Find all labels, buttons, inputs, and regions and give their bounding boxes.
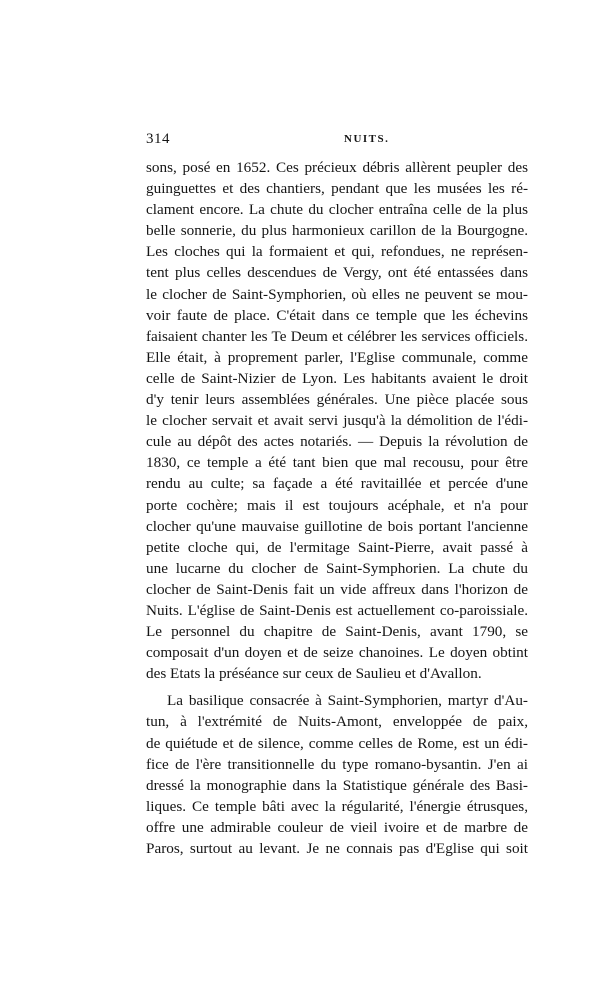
text-line: Le personnel du chapitre de Saint-Denis, avant 1790, se [146, 623, 528, 641]
text-line: celle de Saint-Nizier de Lyon. Les habitants avaient le droit [146, 369, 528, 387]
text-line: tent plus celles descendues de Vergy, ont été entassées dans [146, 264, 528, 282]
paragraphs [146, 157, 528, 859]
text-line: une lucarne du clocher de Saint-Symphorien. La chute du [146, 559, 528, 577]
text-line: des Etats la préséance sur ceux de Saulieu et d'Avallon. [146, 665, 482, 683]
text-line: clament encore. La chute du clocher entraîna celle de la plus [146, 201, 528, 219]
page-header [146, 131, 528, 153]
running-head: NUITS. [344, 133, 390, 145]
text-line: sons, posé en 1652. Ces précieux débris allèrent peupler des [146, 159, 528, 176]
text-line: Nuits. L'église de Saint-Denis est actuellement co-paroissiale. [146, 601, 528, 619]
text-line: fice de l'ère transitionnelle du type romano-bysantin. J'en ai [146, 755, 528, 773]
text-line: faisaient chanter les Te Deum et célébrer les services officiels. [146, 327, 528, 345]
text-line: d'y tenir leurs assemblées générales. Une pièce placée sous [146, 391, 528, 409]
text-line: 1830, ce temple a été tant bien que mal recousu, pour être [146, 454, 528, 472]
text-line: de quiétude et de silence, comme celles de Rome, est un édi- [146, 734, 528, 752]
text-line: clocher qu'une mauvaise guillotine de bois portant l'ancienne [146, 517, 528, 535]
text-line: Elle était, à proprement parler, l'Eglise communale, comme [146, 348, 528, 366]
paragraph [146, 690, 528, 859]
text-line: petite cloche qui, de l'ermitage Saint-Pierre, avait passé à [146, 538, 528, 556]
text-line: cule au dépôt des actes notariés. — Depuis la révolution de [146, 433, 528, 451]
text-line: La basilique consacrée à Saint-Symphorien, martyr d'Au- [167, 692, 528, 710]
text-line: offre une admirable couleur de vieil ivoire et de marbre de [146, 818, 528, 836]
text-line: belle sonnerie, du plus harmonieux carillon de la Bourgogne. [146, 222, 528, 240]
text-line: Paros, surtout au levant. Je ne connais pas d'Eglise qui soit [146, 840, 528, 857]
text-line: liques. Ce temple bâti avec la régularité, l'énergie étrusques, [146, 797, 528, 815]
text-line: Les cloches qui la formaient et qui, refondues, ne représen- [146, 243, 528, 261]
text-line: guinguettes et des chantiers, pendant que les musées les ré- [146, 180, 528, 198]
paragraph [146, 157, 528, 684]
page-number: 314 [146, 131, 170, 147]
text-line: porte cochère; mais il est toujours acéphale, et n'a pour [146, 496, 528, 514]
text-line: composait d'un doyen et de seize chanoines. Le doyen obtint [146, 644, 528, 662]
text-line: voir faute de place. C'était dans ce temple que les échevins [146, 306, 528, 324]
text-line: clocher de Saint-Denis fait un vide affreux dans l'horizon de [146, 580, 528, 598]
text-line: dressé la monographie dans la Statistique générale des Basi- [146, 776, 528, 794]
text-line: tun, à l'extrémité de Nuits-Amont, enveloppée de paix, [146, 713, 528, 731]
text-line: le clocher servait et avait servi jusqu'à la démolition de l'édi- [146, 412, 528, 430]
text-line: le clocher de Saint-Symphorien, où elles ne peuvent se mou- [146, 285, 528, 303]
body-text [146, 157, 528, 859]
text-line: rendu au culte; sa façade a été ravitaillée et percée d'une [146, 475, 528, 493]
